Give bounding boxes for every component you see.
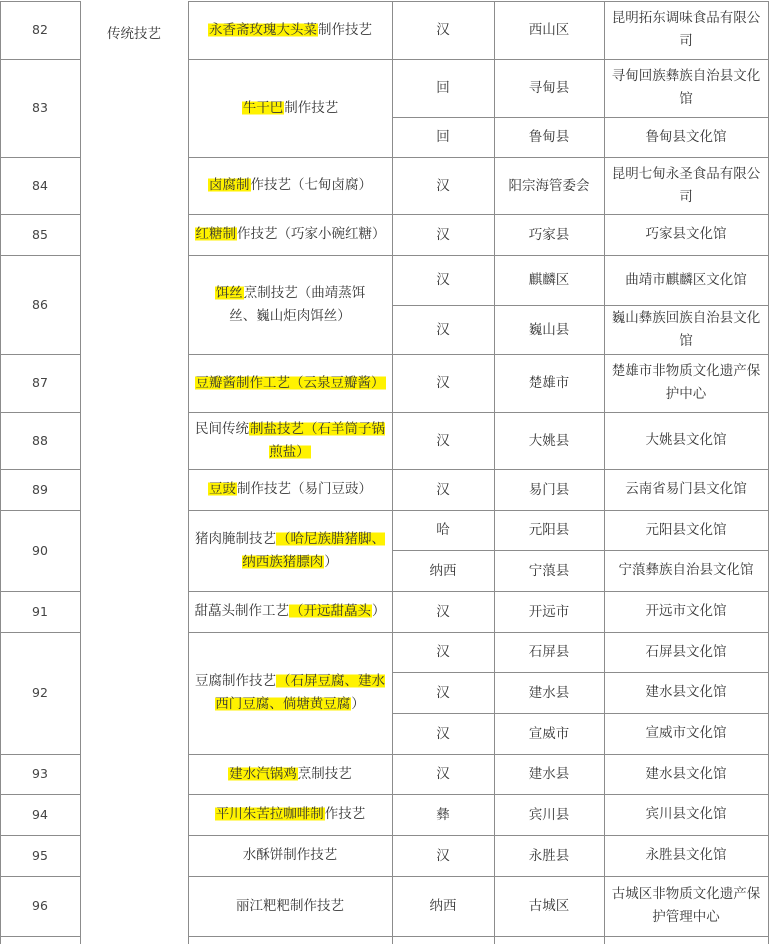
row-divider [188, 469, 768, 470]
row-divider [188, 510, 768, 511]
unit-cell: 开远市文化馆 [645, 603, 727, 619]
region-cell: 开远市 [528, 603, 570, 620]
project-name [188, 632, 392, 754]
highlighted-text: 牛干巴 [242, 99, 284, 116]
project-name [188, 469, 392, 510]
region-cell: 石屏县 [528, 644, 570, 660]
nation-cell: 汉 [436, 177, 450, 194]
project-name [188, 591, 392, 632]
unit-cell: 建水县文化馆 [645, 684, 727, 700]
region-cell: 西山区 [528, 22, 570, 38]
project-name-text [195, 600, 386, 623]
unit-cell: 宁蒗彝族自治县文化馆 [618, 562, 754, 578]
region-cell: 楚雄市 [528, 375, 570, 391]
region-cell: 鲁甸县 [528, 129, 570, 145]
project-name [188, 835, 392, 876]
project-name [188, 510, 392, 591]
column-divider [494, 1, 495, 944]
row-divider [188, 255, 768, 256]
sub-row-divider [392, 305, 768, 306]
nation-cell: 汉 [436, 766, 450, 782]
plain-text: 民间传统 [195, 420, 249, 437]
project-name [188, 412, 392, 469]
plain-text: 烹制技艺（曲靖蒸饵丝、巍山炬肉饵丝） [229, 284, 366, 324]
region-cell: 巧家县 [528, 226, 570, 243]
item-number: 90 [32, 542, 48, 558]
row-divider [0, 591, 80, 592]
region-cell: 古城区 [528, 898, 570, 914]
row-divider [188, 876, 768, 877]
plain-text: 制作技艺 [318, 21, 372, 38]
row-divider [188, 157, 768, 158]
row-divider [0, 214, 80, 215]
row-divider [0, 1, 80, 2]
row-divider [188, 794, 768, 795]
highlighted-text: 制盐技艺（石羊筒子锅煎盐） [250, 420, 385, 460]
unit-cell: 古城区非物质文化遗产保护管理中心 [611, 886, 761, 925]
project-name-text [208, 478, 372, 501]
row-divider [0, 157, 80, 158]
project-name-text [195, 372, 386, 395]
row-divider [0, 354, 80, 355]
region-cell: 阳宗海管委会 [508, 177, 590, 194]
item-number: 96 [32, 898, 48, 913]
plain-text: 甜藠头制作工艺 [194, 603, 289, 619]
nation-cell: 汉 [436, 22, 450, 38]
column-divider [604, 1, 605, 944]
region-cell: 永胜县 [528, 847, 570, 864]
plain-text: 猪肉腌制技艺 [195, 530, 276, 547]
sub-row-divider [392, 713, 768, 714]
nation-cell: 汉 [436, 644, 450, 660]
project-name-text [195, 223, 386, 246]
highlighted-text: （哈尼族腊猪脚、纳西族猪膘肉 [242, 530, 385, 570]
column-divider [392, 1, 393, 944]
item-number: 85 [32, 226, 48, 242]
item-number: 88 [32, 432, 48, 448]
row-divider [188, 632, 768, 633]
item-number: 87 [32, 375, 48, 390]
highlighted-text: 豆豉 [209, 481, 236, 497]
region-cell: 建水县 [528, 766, 570, 782]
project-name-text [204, 282, 376, 328]
item-number: 94 [32, 806, 48, 822]
nation-cell: 汉 [436, 226, 450, 243]
unit-cell: 永胜县文化馆 [645, 847, 727, 863]
highlighted-text: 饵丝 [215, 284, 243, 301]
region-cell: 巍山县 [528, 321, 570, 338]
category-cell: 传统技艺 [107, 26, 161, 42]
project-name-text [242, 97, 339, 120]
region-cell: 元阳县 [528, 522, 570, 538]
sub-row-divider [392, 672, 768, 673]
unit-cell: 宣威市文化馆 [645, 725, 727, 741]
unit-cell: 楚雄市非物质文化遗产保护中心 [611, 363, 761, 402]
unit-cell: 石屏县文化馆 [645, 643, 727, 660]
unit-cell: 昆明七甸永圣食品有限公司 [611, 165, 761, 205]
row-divider [0, 936, 80, 937]
unit-cell: 元阳县文化馆 [645, 521, 727, 538]
nation-cell: 汉 [436, 375, 450, 391]
region-cell: 宣威市 [528, 725, 570, 742]
nation-cell: 汉 [436, 684, 450, 701]
row-divider [188, 835, 768, 836]
item-number: 92 [32, 685, 48, 700]
region-cell: 宾川县 [528, 806, 570, 823]
row-divider [0, 59, 80, 60]
item-number: 89 [32, 481, 48, 497]
nation-cell: 汉 [436, 432, 450, 449]
plain-text: 豆腐制作技艺 [195, 673, 276, 689]
sub-row-divider [392, 550, 768, 551]
row-divider [188, 214, 768, 215]
item-number: 84 [32, 177, 48, 193]
project-name-text [192, 418, 388, 464]
row-divider [0, 469, 80, 470]
row-divider [0, 794, 80, 795]
row-divider [0, 510, 80, 511]
item-number: 91 [32, 603, 48, 619]
nation-cell: 汉 [436, 481, 450, 498]
project-name [188, 255, 392, 354]
nation-cell: 汉 [436, 272, 450, 288]
nation-cell: 回 [436, 80, 450, 96]
project-name-text [192, 670, 388, 716]
nation-cell: 纳西 [429, 898, 457, 914]
project-name [188, 354, 392, 412]
plain-text: 作技艺 [324, 806, 366, 822]
nation-cell: 汉 [436, 603, 450, 620]
nation-cell: 汉 [436, 321, 450, 338]
unit-cell: 巍山彝族回族自治县文化馆 [611, 309, 761, 349]
plain-text: 制作技艺 [284, 99, 339, 116]
unit-cell: 曲靖市麒麟区文化馆 [625, 271, 747, 288]
nation-cell: 彝 [436, 806, 450, 823]
unit-cell: 昆明拓东调味食品有限公司 [611, 10, 761, 49]
row-divider [188, 591, 768, 592]
row-divider [0, 835, 80, 836]
unit-cell: 寻甸回族彝族自治县文化馆 [611, 68, 761, 107]
row-divider [0, 632, 80, 633]
unit-cell: 建水县文化馆 [645, 765, 727, 782]
plain-text: 作技艺（七甸卤腐） [250, 177, 372, 193]
plain-text: 制作技艺（易门豆豉） [237, 481, 372, 497]
highlighted-text: 豆瓣酱制作工艺（云泉豆瓣酱） [195, 374, 385, 391]
nation-cell: 汉 [436, 847, 450, 864]
project-name-text [215, 803, 366, 826]
highlighted-text: 建水汽锅鸡 [229, 765, 297, 782]
nation-cell: 纳西 [429, 562, 457, 579]
row-divider [188, 59, 768, 60]
column-divider [0, 1, 1, 944]
row-divider [188, 936, 768, 937]
plain-text: ） [372, 603, 386, 619]
project-name-text [208, 174, 372, 197]
project-name [188, 59, 392, 157]
plain-text: ） [324, 553, 338, 570]
row-divider [0, 876, 80, 877]
plain-text: 作技艺（巧家小碗红糖） [237, 226, 386, 242]
project-name-text [243, 844, 338, 867]
unit-cell: 鲁甸县文化馆 [645, 128, 727, 145]
project-name-text [236, 895, 344, 918]
region-cell: 易门县 [528, 481, 570, 498]
nation-cell: 回 [436, 129, 450, 145]
item-number: 93 [32, 766, 48, 781]
project-name-text [228, 763, 352, 786]
project-name-text [192, 528, 388, 574]
region-cell: 寻甸县 [528, 80, 570, 96]
project-name [188, 754, 392, 794]
region-cell: 建水县 [528, 684, 570, 701]
highlighted-text: 平川朱苦拉咖啡制 [215, 806, 324, 822]
highlighted-text: 卤腐制 [209, 177, 250, 193]
column-divider [768, 1, 769, 944]
item-number: 82 [32, 22, 48, 37]
row-divider [188, 1, 768, 2]
highlighted-text: 永香斋玫瑰大头菜 [209, 21, 317, 38]
unit-cell: 宾川县文化馆 [645, 806, 727, 822]
nation-cell: 汉 [436, 725, 450, 742]
item-number: 86 [32, 296, 48, 312]
unit-cell: 大姚县文化馆 [645, 432, 727, 448]
column-divider [188, 1, 189, 944]
project-name [188, 876, 392, 936]
region-cell: 大姚县 [528, 432, 570, 449]
plain-text: ） [351, 696, 365, 712]
plain-text: 烹制技艺 [297, 765, 352, 782]
row-divider [0, 412, 80, 413]
row-divider [188, 412, 768, 413]
project-name-text [208, 19, 372, 42]
item-number: 83 [32, 100, 48, 115]
unit-cell: 巧家县文化馆 [645, 226, 727, 242]
nation-cell: 哈 [436, 522, 450, 538]
sub-row-divider [392, 117, 768, 118]
column-divider [80, 1, 81, 944]
row-divider [0, 255, 80, 256]
plain-text: 丽江粑粑制作技艺 [236, 897, 344, 914]
region-cell: 宁蒗县 [528, 562, 570, 579]
region-cell: 麒麟区 [528, 272, 570, 288]
project-name [188, 214, 392, 255]
project-name [188, 1, 392, 59]
item-number: 95 [32, 847, 48, 863]
highlighted-text: 红糖制 [195, 226, 236, 242]
plain-text: 水酥饼制作技艺 [242, 847, 338, 863]
row-divider [188, 754, 768, 755]
highlighted-text: （开远甜藠头 [290, 603, 371, 619]
row-divider [188, 354, 768, 355]
unit-cell: 云南省易门县文化馆 [625, 481, 747, 497]
highlighted-text: （石屏豆腐、建水西门豆腐、倘塘黄豆腐 [215, 673, 385, 712]
project-name [188, 794, 392, 835]
project-name [188, 157, 392, 214]
row-divider [0, 754, 80, 755]
